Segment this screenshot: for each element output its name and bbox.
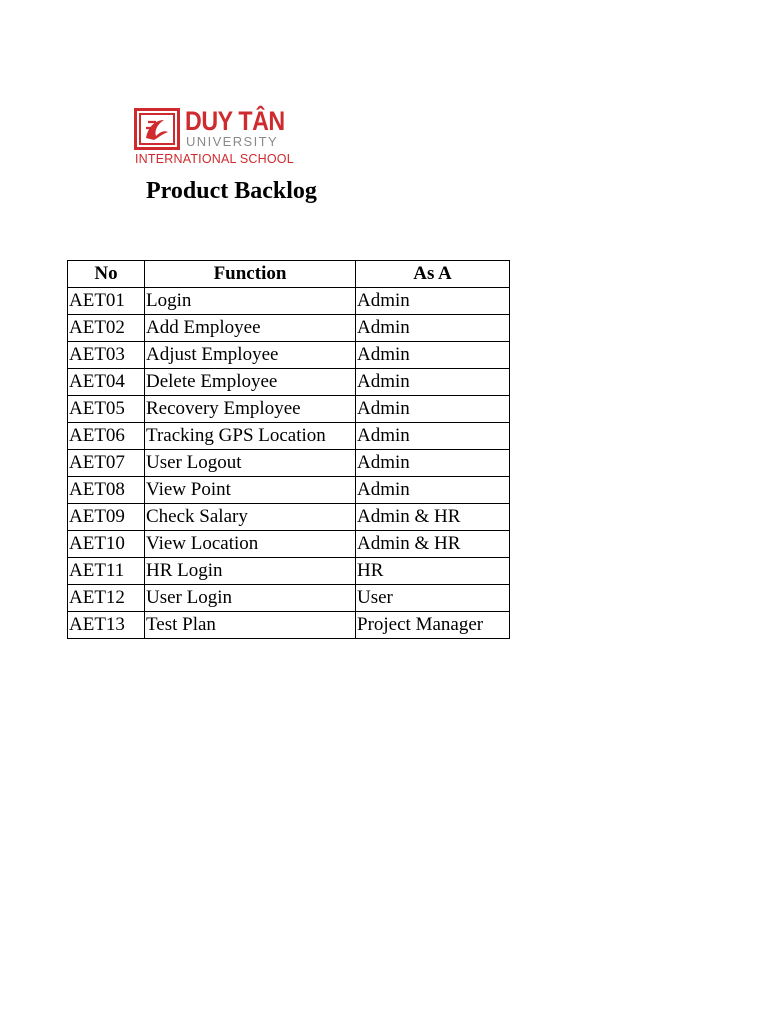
page-title: Product Backlog bbox=[146, 178, 317, 204]
cell-function: View Point bbox=[145, 477, 356, 504]
cell-no: AET03 bbox=[68, 342, 145, 369]
cell-role: Admin bbox=[356, 396, 510, 423]
cell-no: AET13 bbox=[68, 612, 145, 639]
cell-no: AET12 bbox=[68, 585, 145, 612]
cell-role: Admin bbox=[356, 369, 510, 396]
cell-no: AET01 bbox=[68, 288, 145, 315]
cell-role: Admin bbox=[356, 288, 510, 315]
cell-role: User bbox=[356, 585, 510, 612]
table-row bbox=[68, 342, 510, 369]
cell-function: Adjust Employee bbox=[145, 342, 356, 369]
table-row bbox=[68, 450, 510, 477]
table-row bbox=[68, 504, 510, 531]
table-row bbox=[68, 288, 510, 315]
cell-no: AET07 bbox=[68, 450, 145, 477]
table-row bbox=[68, 531, 510, 558]
header-function: Function bbox=[145, 261, 356, 288]
cell-function: User Login bbox=[145, 585, 356, 612]
cell-role: HR bbox=[356, 558, 510, 585]
cell-role: Admin bbox=[356, 423, 510, 450]
cell-role: Admin bbox=[356, 477, 510, 504]
cell-role: Admin & HR bbox=[356, 531, 510, 558]
cell-no: AET02 bbox=[68, 315, 145, 342]
cell-no: AET06 bbox=[68, 423, 145, 450]
logo-title: DUY TÂN bbox=[185, 106, 285, 136]
table-row bbox=[68, 396, 510, 423]
table-row bbox=[68, 477, 510, 504]
cell-function: User Logout bbox=[145, 450, 356, 477]
cell-function: Delete Employee bbox=[145, 369, 356, 396]
cell-no: AET11 bbox=[68, 558, 145, 585]
logo-subtitle: UNIVERSITY bbox=[186, 134, 279, 149]
cell-function: Test Plan bbox=[145, 612, 356, 639]
table-row bbox=[68, 315, 510, 342]
cell-role: Admin bbox=[356, 315, 510, 342]
product-backlog-table bbox=[67, 260, 510, 639]
cell-function: HR Login bbox=[145, 558, 356, 585]
cell-function: Check Salary bbox=[145, 504, 356, 531]
university-logo bbox=[134, 106, 294, 168]
cell-no: AET04 bbox=[68, 369, 145, 396]
cell-role: Admin & HR bbox=[356, 504, 510, 531]
cell-function: Tracking GPS Location bbox=[145, 423, 356, 450]
header-no: No bbox=[68, 261, 145, 288]
cell-function: Recovery Employee bbox=[145, 396, 356, 423]
cell-no: AET10 bbox=[68, 531, 145, 558]
cell-function: Login bbox=[145, 288, 356, 315]
table-header-row bbox=[68, 261, 510, 288]
cell-role: Admin bbox=[356, 450, 510, 477]
table-row bbox=[68, 558, 510, 585]
duy-tan-emblem-icon bbox=[134, 108, 180, 150]
table-row bbox=[68, 612, 510, 639]
cell-no: AET09 bbox=[68, 504, 145, 531]
cell-role: Admin bbox=[356, 342, 510, 369]
cell-role: Project Manager bbox=[356, 612, 510, 639]
cell-function: Add Employee bbox=[145, 315, 356, 342]
cell-no: AET08 bbox=[68, 477, 145, 504]
cell-function: View Location bbox=[145, 531, 356, 558]
header-as-a: As A bbox=[356, 261, 510, 288]
table-row bbox=[68, 423, 510, 450]
table-row bbox=[68, 585, 510, 612]
table-row bbox=[68, 369, 510, 396]
logo-school-name: INTERNATIONAL SCHOOL bbox=[135, 152, 294, 166]
cell-no: AET05 bbox=[68, 396, 145, 423]
